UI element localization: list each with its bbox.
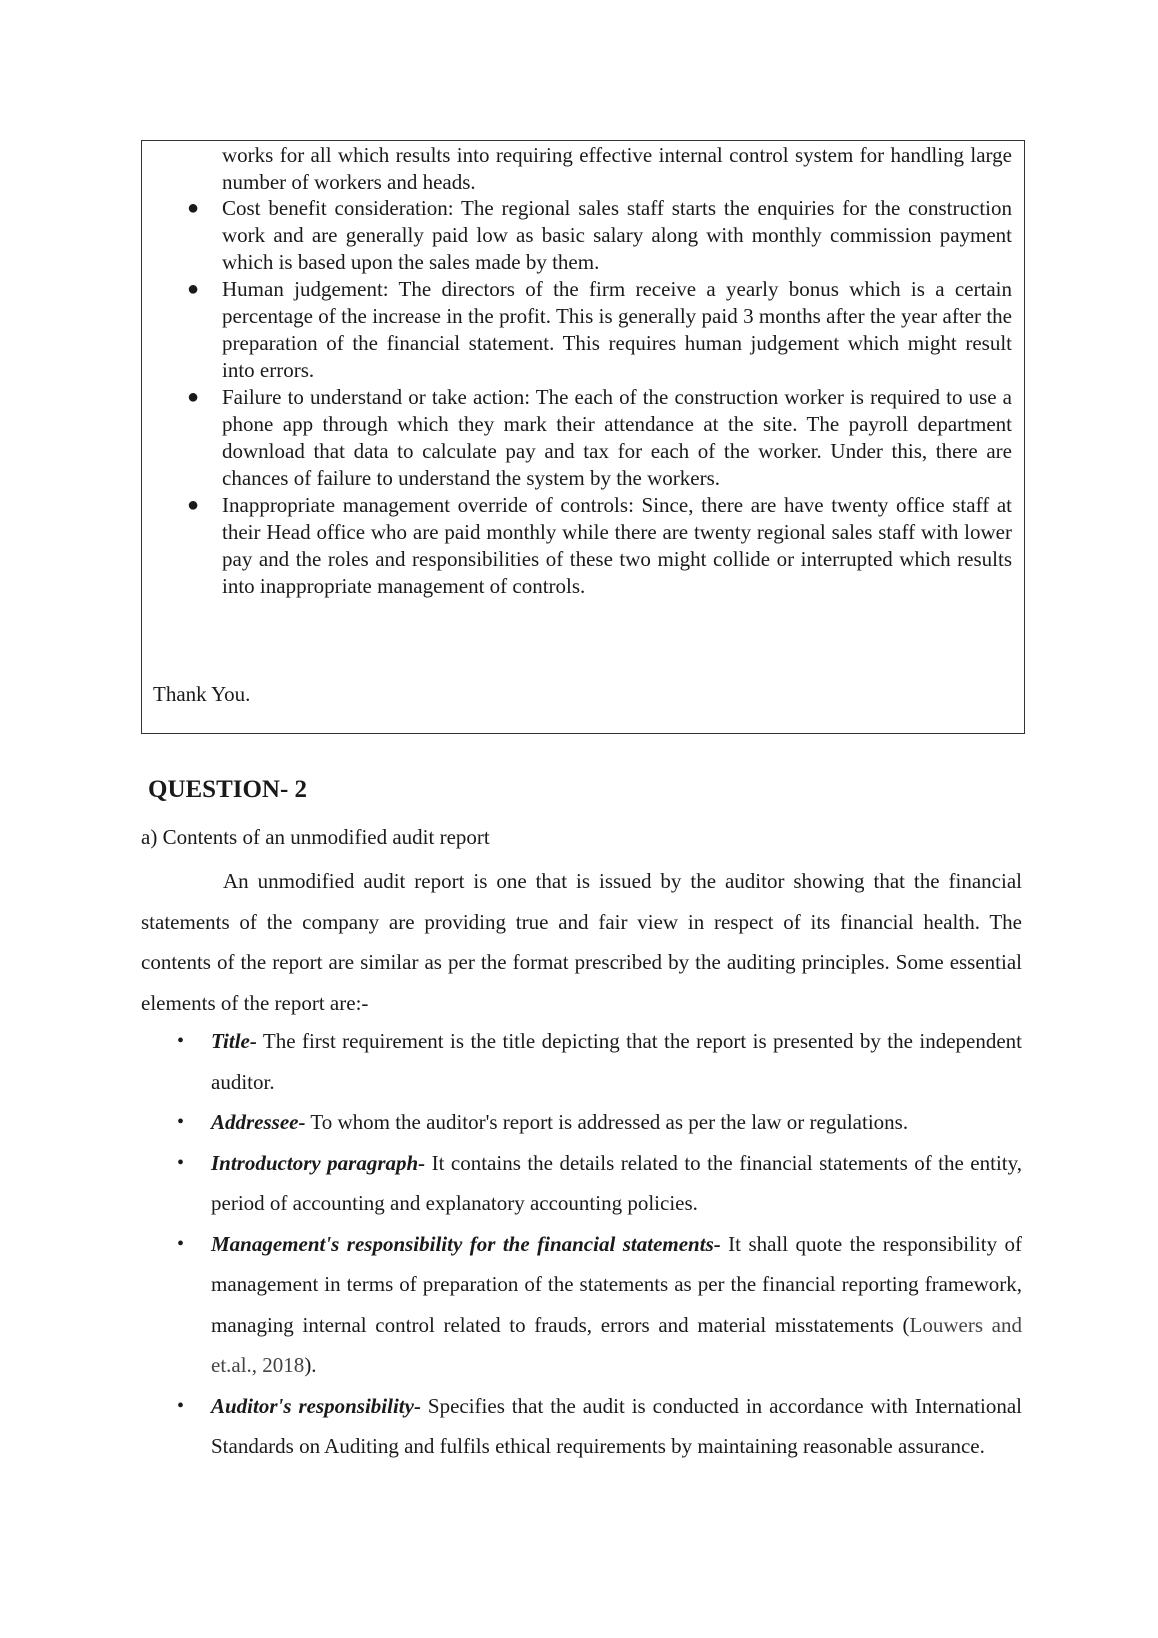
list-item: • Management's responsibility for the financial statements- It shall quote the responsibility of management in terms of preparation of the statements as per the financial reporting framework, managing internal control related to frauds, errors and material misstatements (Louwers and et.al., 2018). [211, 1224, 1022, 1386]
sub-heading: a) Contents of an unmodified audit report [141, 825, 490, 849]
list-item: • Introductory paragraph- It contains the details related to the financial statements of the entity, period of accounting and explanatory accounting policies. [211, 1143, 1022, 1224]
element-term: Title- [211, 1029, 257, 1053]
report-elements-list [0, 1021, 1158, 1467]
bullet-icon: • [177, 1394, 185, 1417]
element-term: Auditor's responsibility- [211, 1393, 421, 1418]
bullet-icon: ● [187, 386, 200, 408]
element-term: Addressee- [211, 1110, 306, 1134]
bullet-icon: • [177, 1030, 185, 1052]
bullet-icon: ● [187, 278, 200, 300]
box-continuation-text: works for all which results into requiring effective internal control system for handling large number of workers and heads. [222, 143, 1012, 194]
limitations-list [0, 195, 1158, 600]
bullet-icon: • [177, 1111, 185, 1133]
list-item: • Addressee- To whom the auditor's report is addressed as per the law or regulations. [211, 1102, 1022, 1143]
bullet-icon: • [177, 1232, 185, 1255]
bullet-icon: • [177, 1151, 185, 1174]
list-item: ● Human judgement: The directors of the firm receive a yearly bonus which is a certain percentage of the increase in the profit. This is generally paid 3 months after the year after the preparation of the financial statement. This requires human judgement which might result into errors. [187, 277, 1012, 382]
intro-paragraph: An unmodified audit report is one that is issued by the auditor showing that the financial statements of the company are providing true and fair view in respect of its financial health. The contents of the report are similar as per the format prescribed by the auditing principles. Some essential elements of the report are:- [141, 869, 1022, 1015]
list-item: ● Failure to understand or take action: The each of the construction worker is required to use a phone app through which they mark their attendance at the site. The payroll department download that data to calculate pay and tax for each of the worker. Under this, there are chances of failure to understand the system by the workers. [187, 385, 1012, 490]
question-heading: QUESTION- 2 [148, 776, 308, 803]
element-term: Management's responsibility for the financial statements- [211, 1231, 721, 1256]
list-item: • Title- The first requirement is the title depicting that the report is presented by the independent auditor. [211, 1021, 1022, 1102]
bullet-icon: ● [187, 494, 200, 516]
citation: Louwers and et.al., 2018 [211, 1312, 1022, 1377]
element-term: Introductory paragraph- [211, 1150, 426, 1175]
list-item: ● Inappropriate management override of controls: Since, there are have twenty office staff at their Head office who are paid monthly while there are twenty regional sales staff with lower pay and the roles and responsibilities of these two might collide or interrupted which results into inappropriate management of controls. [187, 493, 1012, 598]
bullet-icon: ● [187, 197, 200, 219]
thank-you-text: Thank You. [153, 682, 251, 706]
list-item: ● Cost benefit consideration: The regional sales staff starts the enquiries for the construction work and are generally paid low as basic salary along with monthly commission payment which is based upon the sales made by them. [187, 196, 1012, 274]
list-item: • Auditor's responsibility- Specifies that the audit is conducted in accordance with International Standards on Auditing and fulfils ethical requirements by maintaining reasonable assurance. [211, 1386, 1022, 1467]
